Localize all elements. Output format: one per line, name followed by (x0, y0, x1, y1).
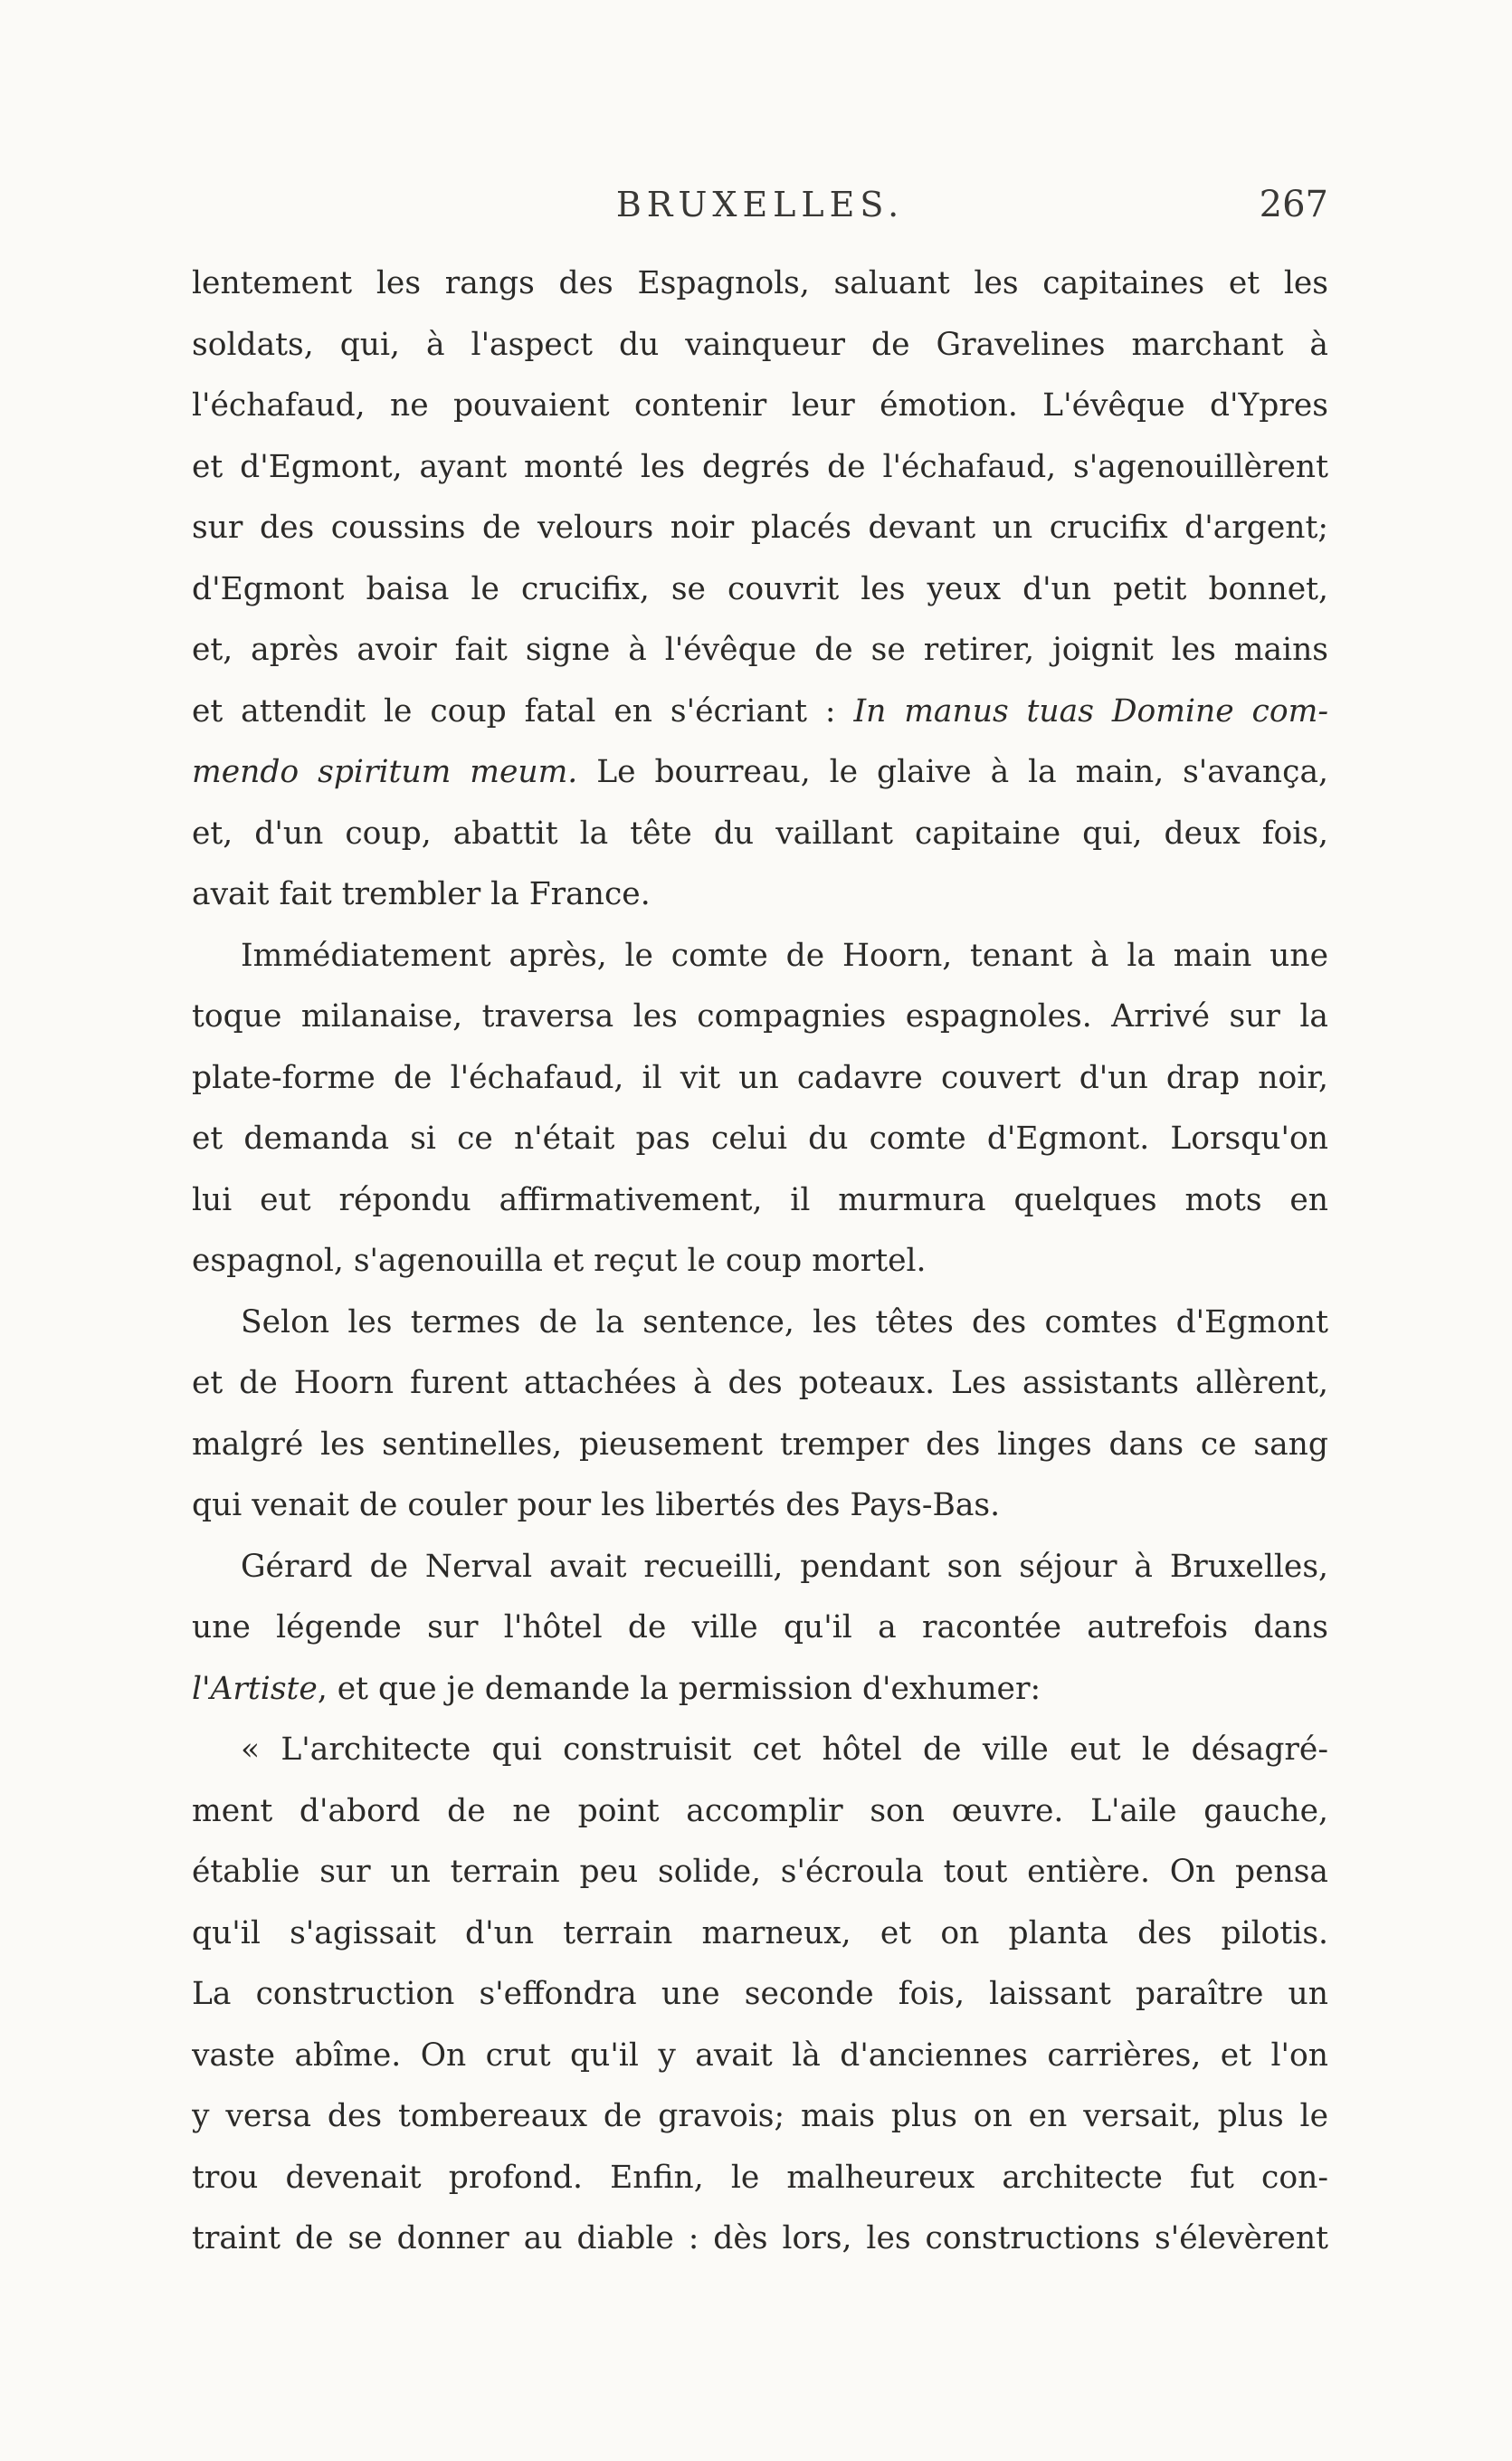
text-line: qu'il s'agissait d'un terrain marneux, et on planta des pilotis. (192, 1914, 1328, 1951)
text-line: vaste abîme. On crut qu'il y avait là d'anciennes carrières, et l'on (192, 2037, 1328, 2074)
text-run: , et que je demande la permission d'exhumer: (317, 1670, 1041, 1707)
text-line: espagnol, s'agenouilla et reçut le coup mortel. (192, 1243, 927, 1279)
text-line: La construction s'effondra une seconde fois, laissant paraître un (192, 1976, 1328, 2012)
text-line: malgré les sentinelles, pieusement tremper des linges dans ce sang (192, 1426, 1328, 1463)
page-number: 267 (1259, 184, 1328, 225)
running-head (192, 177, 1328, 232)
text-line: sur des coussins de velours noir placés devant un crucifix d'argent; (192, 510, 1328, 546)
text-line: traint de se donner au diable : dès lors, les constructions s'élevèrent (192, 2220, 1328, 2256)
italic-latin-quote: In manus tuas Domine com- (853, 692, 1328, 730)
text-line: lentement les rangs des Espagnols, saluant les capitaines et les (192, 265, 1328, 301)
text-line-mixed (192, 742, 1328, 804)
text-run: et attendit le coup fatal en s'écriant : (192, 692, 854, 730)
paragraph-start-line: « L'architecte qui construisit cet hôtel de ville eut le désagré- (241, 1731, 1328, 1768)
italic-journal-title: l'Artiste (192, 1670, 318, 1707)
text-line-mixed (192, 1659, 1328, 1721)
text-line: qui venait de couler pour les libertés des Pays-Bas. (192, 1487, 1001, 1523)
italic-latin-quote: mendo spiritum meum. (192, 754, 578, 790)
text-line: et de Hoorn furent attachées à des poteaux. Les assistants allèrent, (192, 1365, 1328, 1401)
running-title: BRUXELLES. (615, 185, 905, 224)
paragraph-start-line: Immédiatement après, le comte de Hoorn, tenant à la main une (241, 937, 1328, 974)
paragraph-start-line: Gérard de Nerval avait recueilli, pendant son séjour à Bruxelles, (241, 1548, 1328, 1585)
text-line: lui eut répondu affirmativement, il murmura quelques mots en (192, 1181, 1328, 1218)
body-text (192, 253, 1328, 2270)
text-line: soldats, qui, à l'aspect du vainqueur de Gravelines marchant à (192, 326, 1328, 363)
text-line: et, d'un coup, abattit la tête du vaillant capitaine qui, deux fois, (192, 815, 1328, 852)
text-line: et d'Egmont, ayant monté les degrés de l'échafaud, s'agenouillèrent (192, 448, 1328, 485)
text-line: toque milanaise, traversa les compagnies espagnoles. Arrivé sur la (192, 998, 1328, 1035)
text-run: Le bourreau, le glaive à la main, s'avança, (577, 754, 1328, 790)
text-line: et demanda si ce n'était pas celui du comte d'Egmont. Lorsqu'on (192, 1121, 1328, 1157)
text-line: l'échafaud, ne pouvaient contenir leur émotion. L'évêque d'Ypres (192, 387, 1328, 424)
text-line: et, après avoir fait signe à l'évêque de se retirer, joignit les mains (192, 632, 1328, 668)
text-line: y versa des tombereaux de gravois; mais plus on en versait, plus le (192, 2098, 1328, 2134)
text-line: une légende sur l'hôtel de ville qu'il a racontée autrefois dans (192, 1609, 1328, 1645)
text-line-mixed (192, 682, 1328, 743)
text-line: ment d'abord de ne point accomplir son œuvre. L'aile gauche, (192, 1792, 1328, 1829)
text-line: établie sur un terrain peu solide, s'écroula tout entière. On pensa (192, 1854, 1328, 1890)
text-line: avait fait trembler la France. (192, 876, 651, 912)
paragraph-start-line: Selon les termes de la sentence, les têtes des comtes d'Egmont (241, 1303, 1328, 1340)
text-line: plate-forme de l'échafaud, il vit un cadavre couvert d'un drap noir, (192, 1059, 1328, 1096)
text-line: d'Egmont baisa le crucifix, se couvrit les yeux d'un petit bonnet, (192, 570, 1328, 607)
text-line: trou devenait profond. Enfin, le malheureux architecte fut con- (192, 2159, 1328, 2196)
